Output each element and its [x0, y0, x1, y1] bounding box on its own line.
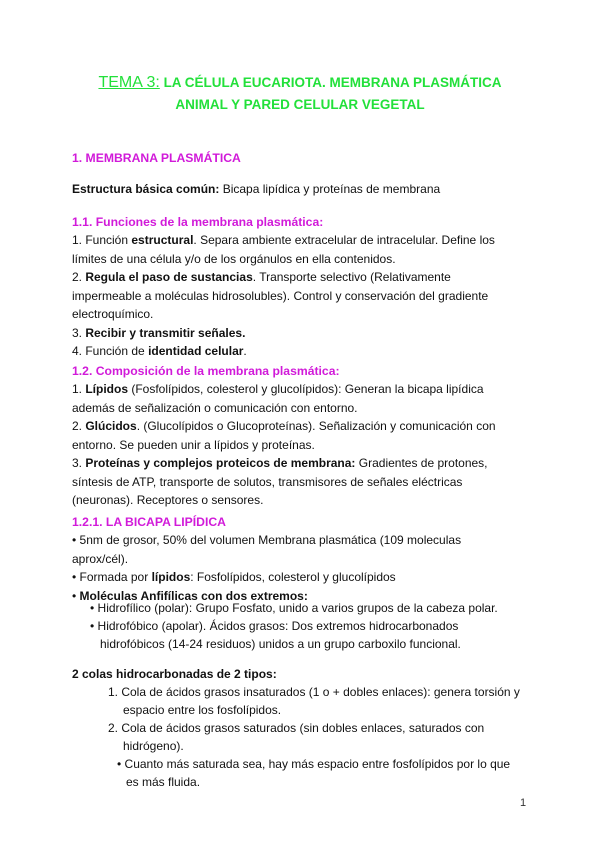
composicion-line: (neuronas). Receptores o sensores. — [72, 493, 264, 507]
heading-composicion: 1.2. Composición de la membrana plasmática: — [72, 364, 340, 378]
composicion-line: además de señalización o comunicación con entorno. — [72, 400, 358, 415]
bicapa-sub-hidrofobico: • Hidrofóbico (apolar). Ácidos grasos: Dos extremos hidrocarbonados — [90, 619, 459, 633]
composicion-line: 2. Glúcidos. (Glucolípidos o Glucoproteínas). Señalización y comunicación con — [72, 419, 496, 433]
composicion-line: entorno. Se pueden unir a lípidos y proteínas. — [72, 437, 315, 452]
bicapa-line: • Moléculas Anfifílicas con dos extremos: — [72, 588, 308, 603]
colas-sub-bullet: • Cuanto más saturada sea, hay más espacio entre fosfolípidos por lo que — [117, 757, 511, 771]
estructura-label: Estructura básica común: — [72, 182, 220, 196]
composicion-list — [72, 380, 542, 510]
colas-item-2-cont: hidrógeno). — [123, 739, 184, 753]
funciones-line: electroquímico. — [72, 307, 154, 321]
bicapa-line: • 5nm de grosor, 50% del volumen Membrana plasmática (109 moleculas — [72, 533, 462, 547]
bicapa-line: aprox/cél). — [72, 551, 129, 566]
heading-funciones: 1.1. Funciones de la membrana plasmática: — [72, 215, 324, 229]
bicapa-list — [72, 531, 542, 605]
section-heading-membrana: 1. MEMBRANA PLASMÁTICA — [72, 151, 241, 165]
bicapa-sub-hidrofilico: • Hidrofílico (polar): Grupo Fosfato, unido a varios grupos de la cabeza polar. — [90, 601, 498, 615]
estructura-basica — [72, 180, 542, 199]
page-number: 1 — [520, 797, 527, 809]
funciones-list — [72, 231, 542, 361]
document-title-line-1 — [60, 72, 540, 94]
bicapa-line: • Formada por lípidos: Fosfolípidos, colesterol y glucolípidos — [72, 570, 396, 584]
colas-item-2: 2. Cola de ácidos grasos saturados (sin dobles enlaces, saturados con — [108, 721, 485, 735]
tema-label: TEMA 3: — [98, 74, 160, 91]
funciones-line: impermeable a moléculas hidrosolubles). Control y conservación del gradiente — [72, 288, 489, 303]
funciones-line: 1. Función estructural. Separa ambiente extracelular de intracelular. Define los — [72, 233, 495, 247]
funciones-line: límites de una célula y/o de los orgánulos en ella contenidos. — [72, 251, 396, 266]
colas-sub-bullet-cont: es más fluida. — [126, 775, 201, 789]
funciones-line: 3. Recibir y transmitir señales. — [72, 325, 246, 340]
estructura-text: Bicapa lipídica y proteínas de membrana — [219, 182, 441, 196]
heading-colas: 2 colas hidrocarbonadas de 2 tipos: — [72, 667, 277, 681]
funciones-line: 2. Regula el paso de sustancias. Transporte selectivo (Relativamente — [72, 270, 451, 284]
heading-bicapa: 1.2.1. LA BICAPA LIPÍDICA — [72, 515, 226, 529]
composicion-line: 3. Proteínas y complejos proteicos de membrana: Gradientes de protones, — [72, 456, 488, 470]
funciones-line: 4. Función de identidad celular. — [72, 344, 247, 358]
document-title-line-2: ANIMAL Y PARED CELULAR VEGETAL — [175, 97, 425, 112]
composicion-line: síntesis de ATP, transporte de solutos, transmisores de señales eléctricas — [72, 474, 463, 489]
bicapa-sub-hidrofobico-cont: hidrofóbicos (14-24 residuos) unidos a un grupo carboxilo funcional. — [100, 637, 461, 651]
colas-item-1-cont: espacio entre los fosfolípidos. — [123, 703, 282, 717]
colas-item-1: 1. Cola de ácidos grasos insaturados (1 o + dobles enlaces): genera torsión y — [108, 685, 520, 699]
composicion-line: 1. Lípidos (Fosfolípidos, colesterol y glucolípidos): Generan la bicapa lipídica — [72, 382, 484, 396]
title-text-1: LA CÉLULA EUCARIOTA. MEMBRANA PLASMÁTICA — [159, 75, 502, 90]
